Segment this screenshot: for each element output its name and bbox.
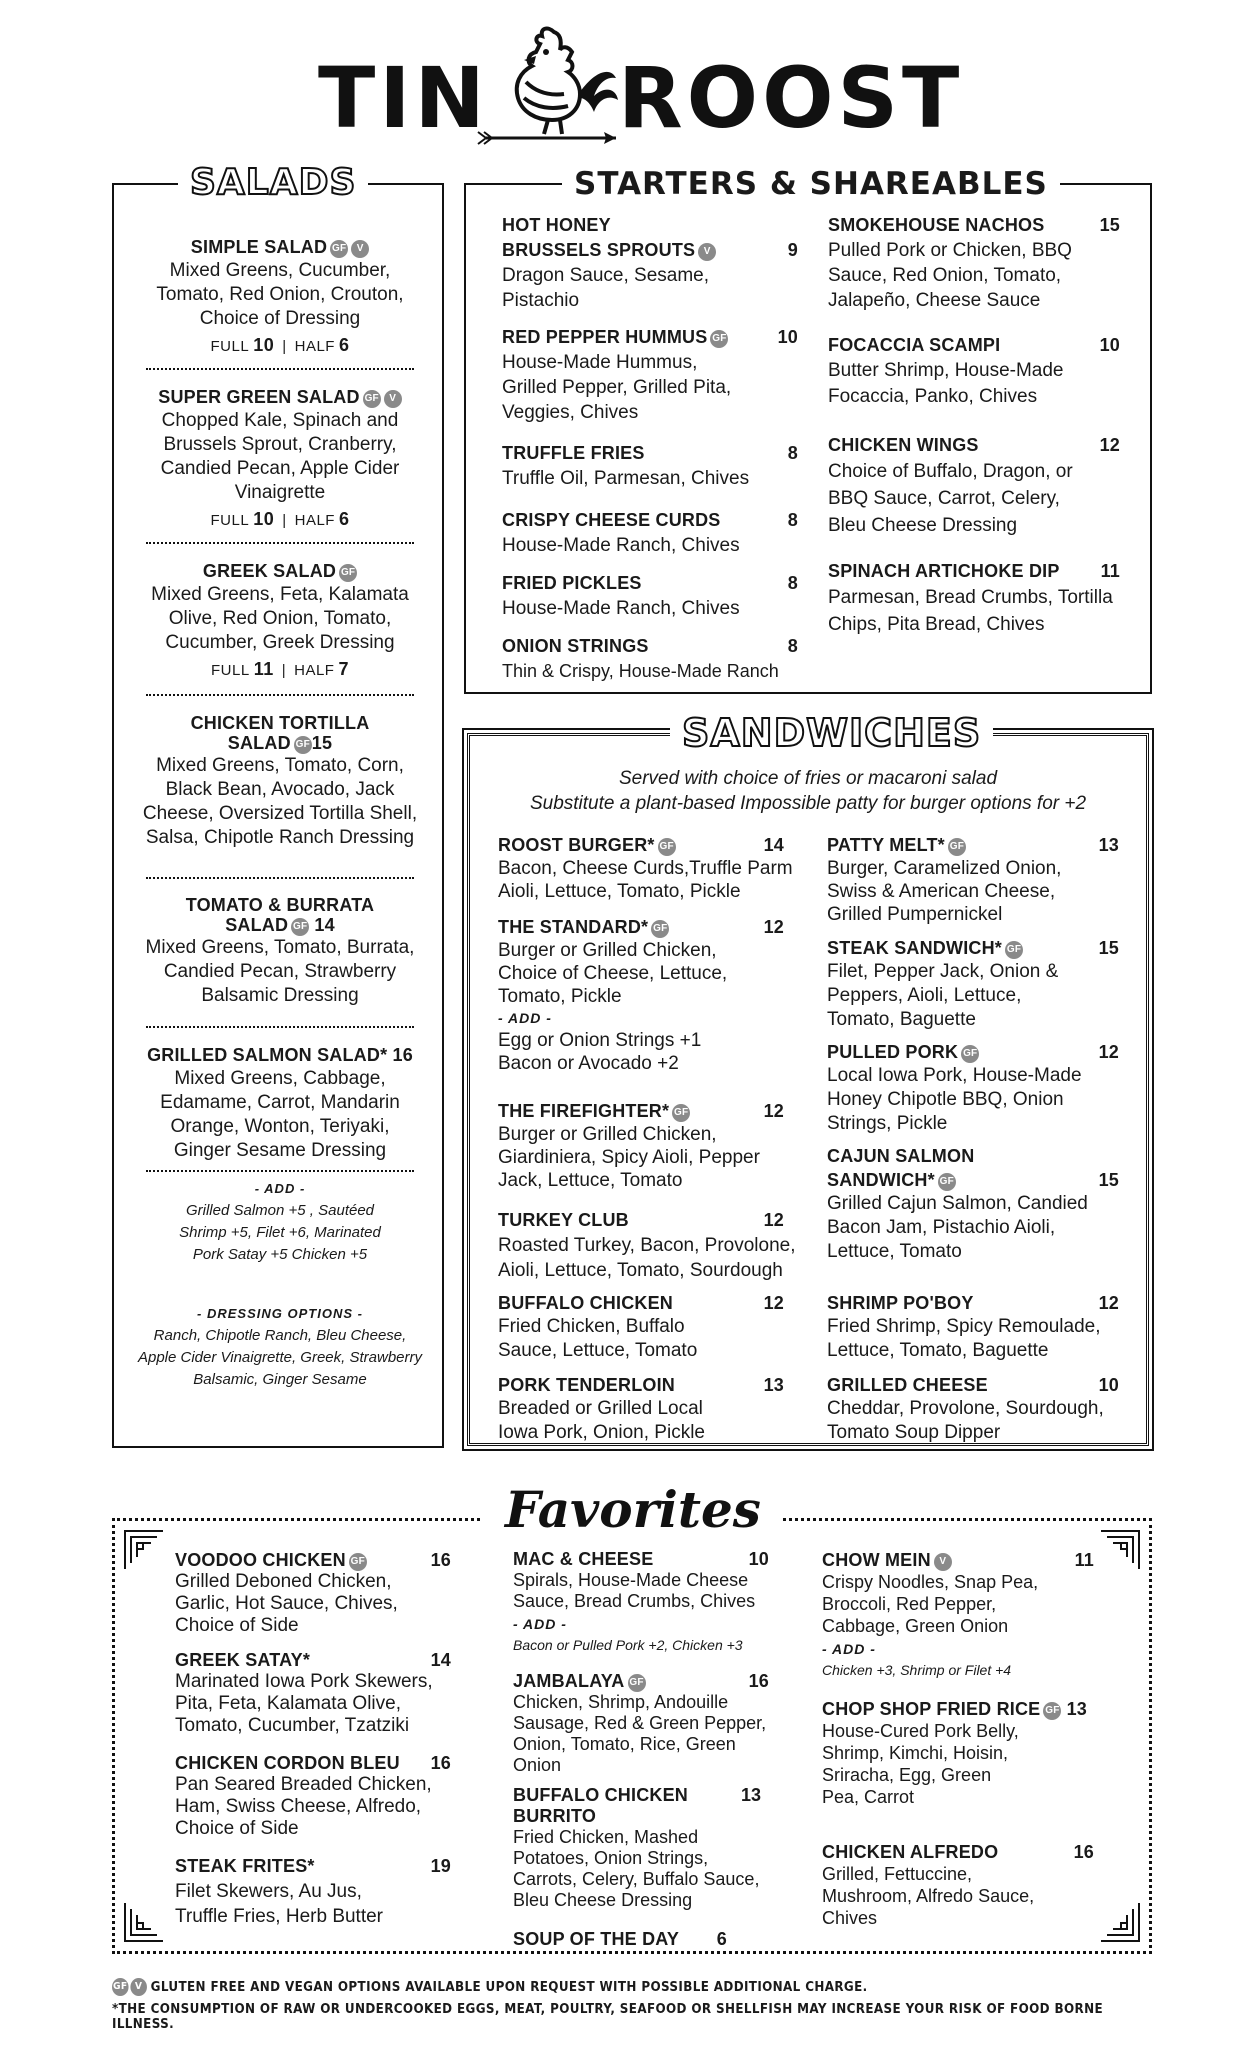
item-price: 16	[430, 1550, 451, 1570]
item-price: 14	[763, 835, 784, 855]
item-name: STEAK FRITES*	[175, 1856, 315, 1876]
item-price: 12	[763, 917, 784, 937]
menu-item	[502, 325, 798, 425]
favorites-section	[112, 1480, 1152, 1954]
item-name: VOODOO CHICKEN	[175, 1550, 346, 1570]
add-on-1: Egg or Onion Strings +1	[498, 1030, 702, 1051]
item-description: Bacon, Cheese Curds,Truffle Parm Aioli, Lettuce, Tomato, Pickle	[498, 858, 793, 902]
item-name-cont: SANDWICH*	[827, 1170, 935, 1190]
item-name: GRILLED CHEESE	[827, 1375, 988, 1395]
vegan-badge-icon: V	[130, 1978, 147, 1996]
item-price: 8	[787, 443, 798, 463]
menu-item	[513, 1671, 783, 1776]
menu-item	[498, 916, 796, 1075]
item-description: Mixed Greens, Cucumber, Tomato, Red Onion, Crouton, Choice of Dressing	[156, 260, 404, 329]
salads-title: SALADS	[178, 165, 368, 201]
item-name: ROOST BURGER*	[498, 835, 655, 855]
item-name: PULLED PORK	[827, 1042, 959, 1062]
item-price: 15	[1099, 215, 1120, 235]
menu-item	[498, 1100, 796, 1192]
corner-ornament-icon	[1099, 1901, 1141, 1943]
salad-item	[114, 385, 446, 533]
item-name: SOUP OF THE DAY	[513, 1929, 680, 1949]
gluten-free-badge-icon: GF	[363, 390, 381, 408]
gluten-free-badge-icon: GF	[961, 1045, 979, 1063]
menu-item	[502, 571, 798, 621]
item-price: 12	[763, 1293, 784, 1313]
item-price: 10	[1098, 1375, 1119, 1395]
item-price: 12	[763, 1101, 784, 1121]
salad-item	[114, 559, 446, 683]
menu-item	[498, 1291, 796, 1363]
dressing-text: Ranch, Chipotle Ranch, Bleu Cheese, Apple Cider Vinaigrette, Greek, Strawberry Balsamic, Ginger Sesame	[137, 1327, 423, 1388]
item-name: FOCACCIA SCAMPI	[828, 335, 1001, 355]
item-price: 13	[763, 1375, 784, 1395]
item-description: Thin & Crispy, House-Made Ranch	[502, 661, 779, 681]
full-price: 10	[253, 509, 275, 529]
item-name: RED PEPPER HUMMUS	[502, 327, 708, 347]
item-name: MAC & CHEESE	[513, 1549, 654, 1569]
item-name: SPINACH ARTICHOKE DIP	[828, 561, 1060, 581]
gluten-free-badge-icon: GF	[330, 240, 348, 258]
item-name: TURKEY CLUB	[498, 1210, 629, 1230]
item-name: CHICKEN TORTILLA	[190, 713, 370, 733]
item-description: Breaded or Grilled Local Iowa Pork, Onion, Pickle	[498, 1398, 705, 1443]
item-price: 15	[1098, 1170, 1119, 1190]
item-price: 16	[392, 1045, 413, 1065]
menu-item	[827, 1144, 1119, 1264]
menu-item	[827, 936, 1119, 1032]
menu-item	[828, 433, 1120, 539]
item-name: SHRIMP PO'BOY	[827, 1293, 974, 1313]
item-description: Pulled Pork or Chicken, BBQ Sauce, Red Onion, Tomato, Jalapeño, Cheese Sauce	[828, 240, 1072, 311]
item-price: 11	[1074, 1550, 1094, 1570]
menu-item	[822, 1841, 1094, 1929]
item-description: House-Made Ranch, Chives	[502, 598, 740, 619]
menu-item	[502, 213, 798, 313]
item-name: HOT HONEY	[502, 215, 611, 235]
add-on-text: Chicken +3, Shrimp or Filet +4	[822, 1662, 1012, 1678]
item-name: CAJUN SALMON	[827, 1146, 975, 1166]
gluten-free-badge-icon: GF	[291, 918, 309, 936]
menu-item	[502, 441, 798, 491]
corner-ornament-icon	[123, 1529, 165, 1571]
item-description: Mixed Greens, Cabbage, Edamame, Carrot, Mandarin Orange, Wonton, Teriyaki, Ginger Sesame Dressing	[160, 1068, 400, 1161]
menu-item	[828, 213, 1120, 313]
menu-item	[513, 1549, 783, 1656]
item-price: 15	[1098, 938, 1119, 958]
sandwiches-section	[467, 711, 1149, 1446]
item-name: ONION STRINGS	[502, 636, 649, 656]
sandwich-notes	[470, 766, 1146, 816]
item-description: House-Made Hummus, Grilled Pepper, Grilled Pita, Veggies, Chives	[502, 352, 732, 423]
menu-item	[498, 1373, 796, 1445]
item-name: CRISPY CHEESE CURDS	[502, 510, 721, 530]
item-price: 10	[748, 1549, 769, 1569]
add-label: - ADD -	[822, 1641, 876, 1657]
item-description: Crispy Noodles, Snap Pea, Broccoli, Red Pepper, Cabbage, Green Onion	[822, 1572, 1039, 1636]
item-price: 14	[314, 915, 335, 935]
item-name: GREEK SATAY*	[175, 1650, 311, 1670]
menu-item	[502, 508, 798, 558]
gluten-free-badge-icon: GF	[349, 1553, 367, 1571]
corner-ornament-icon	[123, 1901, 165, 1943]
dietary-footnote	[112, 1978, 868, 1996]
menu-item	[175, 1854, 465, 1929]
full-price: 10	[253, 335, 275, 355]
gluten-free-badge-icon: GF	[672, 1104, 690, 1122]
item-name: TOMATO & BURRATA	[185, 895, 375, 915]
item-price: 6	[716, 1929, 727, 1949]
item-description: Burger or Grilled Chicken, Giardiniera, Spicy Aioli, Pepper Jack, Lettuce, Tomato	[498, 1124, 760, 1191]
brand-name-right: ROOST	[618, 49, 964, 147]
item-description: Chicken, Shrimp, Andouille Sausage, Red & Green Pepper, Onion, Tomato, Rice, Green Onion	[513, 1692, 767, 1775]
item-description: House-Made Ranch, Chives	[502, 535, 740, 556]
vegan-badge-icon: V	[934, 1553, 952, 1571]
item-description: Mixed Greens, Feta, Kalamata Olive, Red Onion, Tomato, Cucumber, Greek Dressing	[151, 584, 409, 653]
dotted-divider	[146, 694, 414, 696]
corner-ornament-icon	[1099, 1529, 1141, 1571]
item-price: 8	[787, 573, 798, 593]
menu-item	[822, 1698, 1094, 1808]
salad-item	[114, 235, 446, 359]
item-description: Local Iowa Pork, House-Made Honey Chipotle BBQ, Onion Strings, Pickle	[827, 1065, 1082, 1134]
menu-item	[175, 1752, 465, 1840]
menu-item	[513, 1785, 783, 1911]
item-price: 13	[740, 1785, 761, 1805]
rooster-weathervane-logo	[476, 22, 626, 158]
item-description: Butter Shrimp, House-Made Focaccia, Panko, Chives	[828, 360, 1064, 407]
item-description: Fried Chicken, Mashed Potatoes, Onion Strings, Carrots, Celery, Buffalo Sauce, Bleu Cheese Dressing	[513, 1827, 760, 1910]
item-description: Marinated Iowa Pork Skewers, Pita, Feta, Kalamata Olive, Tomato, Cucumber, Tzatziki	[175, 1671, 433, 1736]
item-price: 15	[311, 733, 333, 753]
item-name: GRILLED SALMON SALAD*	[147, 1045, 388, 1065]
item-name: CHICKEN ALFREDO	[822, 1842, 999, 1862]
sandwiches-title: SANDWICHES	[670, 714, 993, 752]
salad-item	[114, 1043, 446, 1163]
gluten-free-badge-icon: GF	[948, 838, 966, 856]
menu-item	[175, 1649, 465, 1737]
size-prices: FULL 10 | HALF 6	[210, 335, 350, 355]
dotted-divider	[146, 1170, 414, 1172]
item-description: Choice of Buffalo, Dragon, or BBQ Sauce, Carrot, Celery, Bleu Cheese Dressing	[828, 461, 1073, 536]
item-name: SIMPLE SALAD	[190, 237, 328, 257]
salad-item	[114, 713, 446, 850]
gluten-free-badge-icon: GF	[938, 1173, 956, 1191]
item-description: Grilled Cajun Salmon, Candied Bacon Jam, Pistachio Aioli, Lettuce, Tomato	[827, 1193, 1088, 1262]
item-description: Filet Skewers, Au Jus, Truffle Fries, Herb Butter	[175, 1881, 384, 1927]
salad-add-ons	[114, 1178, 446, 1266]
menu-item	[827, 1291, 1119, 1363]
add-on-2: Bacon or Avocado +2	[498, 1053, 679, 1074]
item-price: 13	[1098, 835, 1119, 855]
menu-item	[828, 333, 1120, 410]
impossible-note: Substitute a plant-based Impossible patty for burger options for +2	[529, 793, 1087, 814]
item-description: Dragon Sauce, Sesame, Pistachio	[502, 265, 710, 311]
vegan-badge-icon: V	[698, 243, 716, 261]
gluten-free-badge-icon: GF	[1043, 1702, 1061, 1720]
item-name: JAMBALAYA	[513, 1671, 625, 1691]
item-description: Grilled Deboned Chicken, Garlic, Hot Sauce, Chives, Choice of Side	[175, 1571, 398, 1636]
menu-item	[827, 1373, 1119, 1445]
item-price: 12	[763, 1210, 784, 1230]
gluten-free-badge-icon: GF	[1005, 941, 1023, 959]
starters-title: STARTERS & SHAREABLES	[562, 169, 1060, 200]
item-price: 11	[1100, 561, 1120, 581]
menu-item	[175, 1549, 465, 1637]
item-price: 10	[777, 327, 798, 347]
gluten-free-badge-icon: GF	[339, 564, 357, 582]
item-description: Chopped Kale, Spinach and Brussels Sprout, Cranberry, Candied Pecan, Apple Cider Vinaigrette	[160, 410, 400, 503]
menu-item	[498, 834, 796, 903]
item-name: SMOKEHOUSE NACHOS	[828, 215, 1045, 235]
item-name: CHICKEN WINGS	[828, 435, 979, 455]
item-name: SUPER GREEN SALAD	[158, 387, 360, 407]
item-description: Spirals, House-Made Cheese Sauce, Bread Crumbs, Chives	[513, 1570, 756, 1611]
item-description: Fried Shrimp, Spicy Remoulade, Lettuce, Tomato, Baguette	[827, 1316, 1101, 1361]
gluten-free-badge-icon: GF	[651, 920, 669, 938]
item-price: 10	[1099, 335, 1120, 355]
item-description: Pan Seared Breaded Chicken, Ham, Swiss Cheese, Alfredo, Choice of Side	[175, 1774, 432, 1839]
full-price: 11	[253, 659, 274, 679]
starters-section	[464, 166, 1152, 694]
item-name: PATTY MELT*	[827, 835, 945, 855]
item-description: Cheddar, Provolone, Sourdough, Tomato Soup Dipper	[827, 1398, 1104, 1443]
menu-item	[502, 634, 798, 684]
gluten-free-badge-icon: GF	[112, 1978, 129, 1996]
dressing-label: - DRESSING OPTIONS -	[197, 1306, 363, 1321]
item-description: Mixed Greens, Tomato, Burrata, Candied Pecan, Strawberry Balsamic Dressing	[145, 937, 415, 1006]
item-price: 9	[787, 240, 798, 260]
item-description: Truffle Oil, Parmesan, Chives	[502, 468, 750, 489]
item-name-cont: BURRITO	[513, 1806, 597, 1826]
item-description: Fried Chicken, Buffalo Sauce, Lettuce, Tomato	[498, 1316, 698, 1361]
menu-item	[827, 834, 1119, 926]
item-name: CHOW MEIN	[822, 1550, 931, 1570]
item-price: 12	[1098, 1293, 1119, 1313]
item-name: BUFFALO CHICKEN	[498, 1293, 673, 1313]
item-description: House-Cured Pork Belly, Shrimp, Kimchi, Hoisin, Sriracha, Egg, Green Pea, Carrot	[822, 1721, 1019, 1807]
dressing-options	[114, 1303, 446, 1391]
item-name: CHOP SHOP FRIED RICE	[822, 1699, 1041, 1719]
add-on-text: Grilled Salmon +5 , Sautéed Shrimp +5, Filet +6, Marinated Pork Satay +5 Chicken +5	[179, 1202, 381, 1263]
item-description: Burger, Caramelized Onion, Swiss & American Cheese, Grilled Pumpernickel	[827, 858, 1062, 925]
item-price: 13	[1066, 1699, 1087, 1719]
add-on-text: Bacon or Pulled Pork +2, Chicken +3	[513, 1637, 743, 1653]
add-label: - ADD -	[498, 1010, 552, 1026]
dietary-note: GLUTEN FREE AND VEGAN OPTIONS AVAILABLE UPON REQUEST WITH POSSIBLE ADDITIONAL CHARGE.	[150, 1980, 868, 1995]
raw-food-warning: *THE CONSUMPTION OF RAW OR UNDERCOOKED EGGS, MEAT, POULTRY, SEAFOOD OR SHELLFISH MAY INCREASE YOUR RISK OF FOOD BORNE ILLNESS.	[112, 2002, 1104, 2032]
item-name: BUFFALO CHICKEN	[513, 1785, 688, 1805]
gluten-free-badge-icon: GF	[294, 736, 312, 754]
item-price: 19	[430, 1856, 451, 1876]
item-name: THE STANDARD*	[498, 917, 649, 937]
size-prices: FULL 10 | HALF 6	[210, 509, 350, 529]
vegan-badge-icon: V	[351, 240, 369, 258]
gluten-free-badge-icon: GF	[658, 838, 676, 856]
item-description: Filet, Pepper Jack, Onion & Peppers, Aioli, Lettuce, Tomato, Baguette	[827, 961, 1059, 1030]
brand-name-left: TIN	[318, 49, 489, 147]
item-description: Grilled, Fettuccine, Mushroom, Alfredo Sauce, Chives	[822, 1864, 1035, 1928]
add-label: - ADD -	[254, 1181, 306, 1196]
add-label: - ADD -	[513, 1616, 567, 1632]
dotted-divider	[146, 877, 414, 879]
dotted-divider	[146, 542, 414, 544]
item-name-cont: SALAD	[225, 915, 289, 935]
menu-item	[827, 1040, 1119, 1136]
item-price: 16	[1073, 1842, 1094, 1862]
item-name: PORK TENDERLOIN	[498, 1375, 676, 1395]
item-name: THE FIREFIGHTER*	[498, 1101, 670, 1121]
menu-item	[828, 559, 1120, 638]
item-name: FRIED PICKLES	[502, 573, 642, 593]
favorites-title: Favorites	[483, 1485, 783, 1535]
gluten-free-badge-icon: GF	[710, 330, 728, 348]
brand-header	[0, 18, 1243, 158]
item-name: GREEK SALAD	[202, 561, 337, 581]
size-prices: FULL 11 | HALF 7	[211, 659, 349, 679]
item-price: 16	[430, 1753, 451, 1773]
item-price: 8	[787, 510, 798, 530]
dotted-divider	[146, 368, 414, 370]
salads-section	[112, 162, 444, 1448]
menu-item	[513, 1929, 783, 1950]
item-price: 14	[430, 1650, 451, 1670]
sides-note: Served with choice of fries or macaroni salad	[618, 768, 998, 789]
item-price: 12	[1098, 1042, 1119, 1062]
salad-item	[114, 895, 446, 1008]
item-name-cont: SALAD	[227, 733, 291, 753]
half-price: 6	[338, 335, 350, 355]
item-description: Roasted Turkey, Bacon, Provolone, Aioli, Lettuce, Tomato, Sourdough	[498, 1235, 796, 1281]
item-description: Mixed Greens, Tomato, Corn, Black Bean, Avocado, Jack Cheese, Oversized Tortilla Shell, Salsa, Chipotle Ranch Dressing	[142, 755, 418, 848]
menu-item	[498, 1208, 812, 1283]
item-description: Burger or Grilled Chicken, Choice of Cheese, Lettuce, Tomato, Pickle	[498, 940, 728, 1007]
vegan-badge-icon: V	[384, 390, 402, 408]
item-price: 12	[1099, 435, 1120, 455]
dotted-divider	[146, 1026, 414, 1028]
menu-item	[822, 1549, 1094, 1681]
item-description: Parmesan, Bread Crumbs, Tortilla Chips, Pita Bread, Chives	[828, 587, 1113, 635]
item-price: 16	[748, 1671, 769, 1691]
item-name-cont: BRUSSELS SPROUTS	[502, 240, 696, 260]
half-price: 6	[338, 509, 350, 529]
item-name: STEAK SANDWICH*	[827, 938, 1003, 958]
item-name: TRUFFLE FRIES	[502, 443, 645, 463]
item-name: CHICKEN CORDON BLEU	[175, 1753, 400, 1773]
item-price: 8	[787, 636, 798, 656]
gluten-free-badge-icon: GF	[628, 1674, 646, 1692]
half-price: 7	[338, 659, 349, 679]
